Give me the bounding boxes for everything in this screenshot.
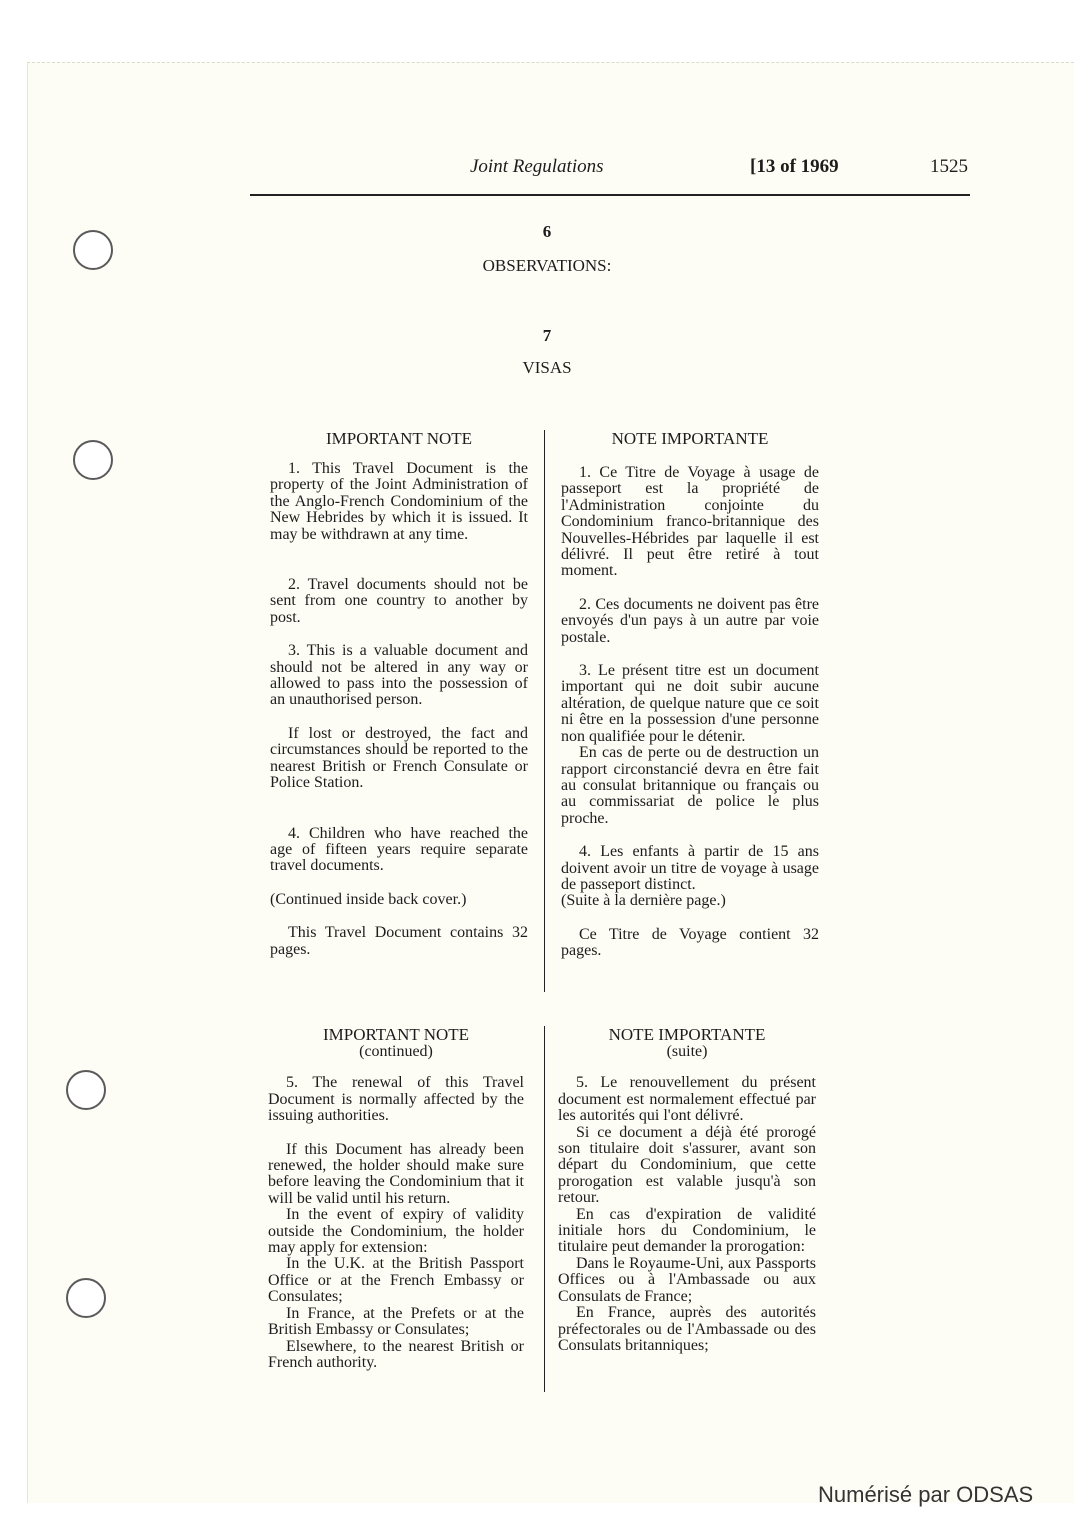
page-number: 1525 [930, 156, 968, 177]
note-paragraph-7: In the event of expiry of validity outside the Condominium, the holder may apply for extension: [268, 1206, 524, 1257]
note-paragraph-9-fr: En France, auprès des autorités préfectorales ou de l'Ambassade ou des Consulats britanniques; [558, 1304, 816, 1354]
note-paragraph-3: 3. This is a valuable document and should not be altered in any way or allowed to pass into the possession of an unauthorised person. [270, 642, 528, 709]
upper-left-column [270, 430, 528, 958]
note-paragraph-10: Elsewhere, to the nearest British or French authority. [268, 1337, 524, 1371]
section-7-title: VISAS [522, 358, 572, 377]
page-count-note-fr: Ce Titre de Voyage contient 32 pages. [561, 925, 819, 960]
important-note-continued-heading: IMPORTANT NOTE [322, 1025, 470, 1044]
page-count-note: This Travel Document contains 32 pages. [270, 924, 528, 958]
note-importante-heading: NOTE IMPORTANTE [611, 429, 769, 448]
note-paragraph-7-fr: En cas d'expiration de validité initiale hors du Condominium, le titulaire peut demander la prorogation: [558, 1205, 816, 1256]
note-paragraph-4-fr: 4. Les enfants à partir de 15 ans doivent avoir un titre de voyage à usage de passeport distinct. [561, 843, 819, 893]
upper-right-column [561, 430, 819, 960]
note-paragraph-3b-fr: En cas de perte ou de destruction un rapport circonstancié devra en être fait au consulat britannique ou français ou au commissariat de police le plus proche. [561, 744, 819, 827]
note-paragraph-5-fr: 5. Le renouvellement du présent document est normalement effectué par les autorités qui l'ont délivré. [558, 1074, 816, 1125]
running-header-act: [13 of 1969 [750, 156, 839, 177]
digitization-credit: Numérisé par ODSAS [818, 1482, 1034, 1507]
note-paragraph-5: 5. The renewal of this Travel Document is normally affected by the issuing authorities. [268, 1074, 524, 1125]
lower-right-column [558, 1026, 816, 1354]
section-6-number: 6 [542, 222, 552, 241]
note-paragraph-1-fr: 1. Ce Titre de Voyage à usage de passeport est la propriété de l'Administration conjointe du Condominium franco-britannique des Nouvelles-Hébrides par laquelle il est délivré. Il peut être retiré à tout moment. [561, 464, 819, 580]
note-paragraph-3-fr: 3. Le présent titre est un document important qui ne doit subir aucune altération, de quelque nature que ce soit ni être en la possession d'une personne non qualifiée pour le détenir. [561, 662, 819, 745]
column-divider [544, 430, 545, 992]
note-paragraph-3b: If lost or destroyed, the fact and circumstances should be reported to the nearest British or French Consulate or Police Station. [270, 724, 528, 792]
note-paragraph-4: 4. Children who have reached the age of fifteen years require separate travel documents. [270, 824, 528, 875]
binder-hole [73, 440, 113, 480]
running-header-title: Joint Regulations [470, 156, 604, 177]
note-importante-suite-heading: NOTE IMPORTANTE [608, 1025, 766, 1044]
document-page [27, 62, 1074, 1503]
lower-left-column [268, 1026, 524, 1371]
column-divider [544, 1026, 545, 1392]
note-paragraph-2-fr: 2. Ces documents ne doivent pas être envoyés d'un pays à un autre par voie postale. [561, 595, 819, 646]
binder-hole [66, 1070, 106, 1110]
continued-note-fr: (Suite à la dernière page.) [561, 892, 726, 910]
section-7-number: 7 [542, 326, 552, 345]
note-paragraph-6: If this Document has already been renewed, the holder should make sure before leaving the Condominium that it will be valid until his return. [268, 1140, 524, 1207]
continued-subheading: (continued) [359, 1043, 433, 1060]
note-paragraph-2: 2. Travel documents should not be sent from one country to another by post. [270, 576, 528, 626]
continued-note: (Continued inside back cover.) [270, 890, 467, 908]
suite-subheading: (suite) [666, 1043, 708, 1060]
header-rule [250, 194, 970, 196]
note-paragraph-8-fr: Dans le Royaume-Uni, aux Passports Offices ou à l'Ambassade ou aux Consulats de France; [558, 1254, 816, 1305]
note-paragraph-1: 1. This Travel Document is the property of the Joint Administration of the Anglo-French Condominium of the New Hebrides by which it is issued. It may be withdrawn at any time. [270, 460, 528, 543]
binder-hole [66, 1278, 106, 1318]
note-paragraph-6-fr: Si ce document a déjà été prorogé son titulaire doit s'assurer, avant son départ du Condominium, que cette prorogation est valable jusqu'à son retour. [558, 1123, 816, 1207]
important-note-heading: IMPORTANT NOTE [325, 429, 473, 448]
section-6-title: OBSERVATIONS: [482, 256, 612, 275]
binder-hole [73, 230, 113, 270]
note-paragraph-8: In the U.K. at the British Passport Office or at the French Embassy or Consulates; [268, 1255, 524, 1306]
note-paragraph-9: In France, at the Prefets or at the British Embassy or Consulates; [268, 1304, 524, 1339]
